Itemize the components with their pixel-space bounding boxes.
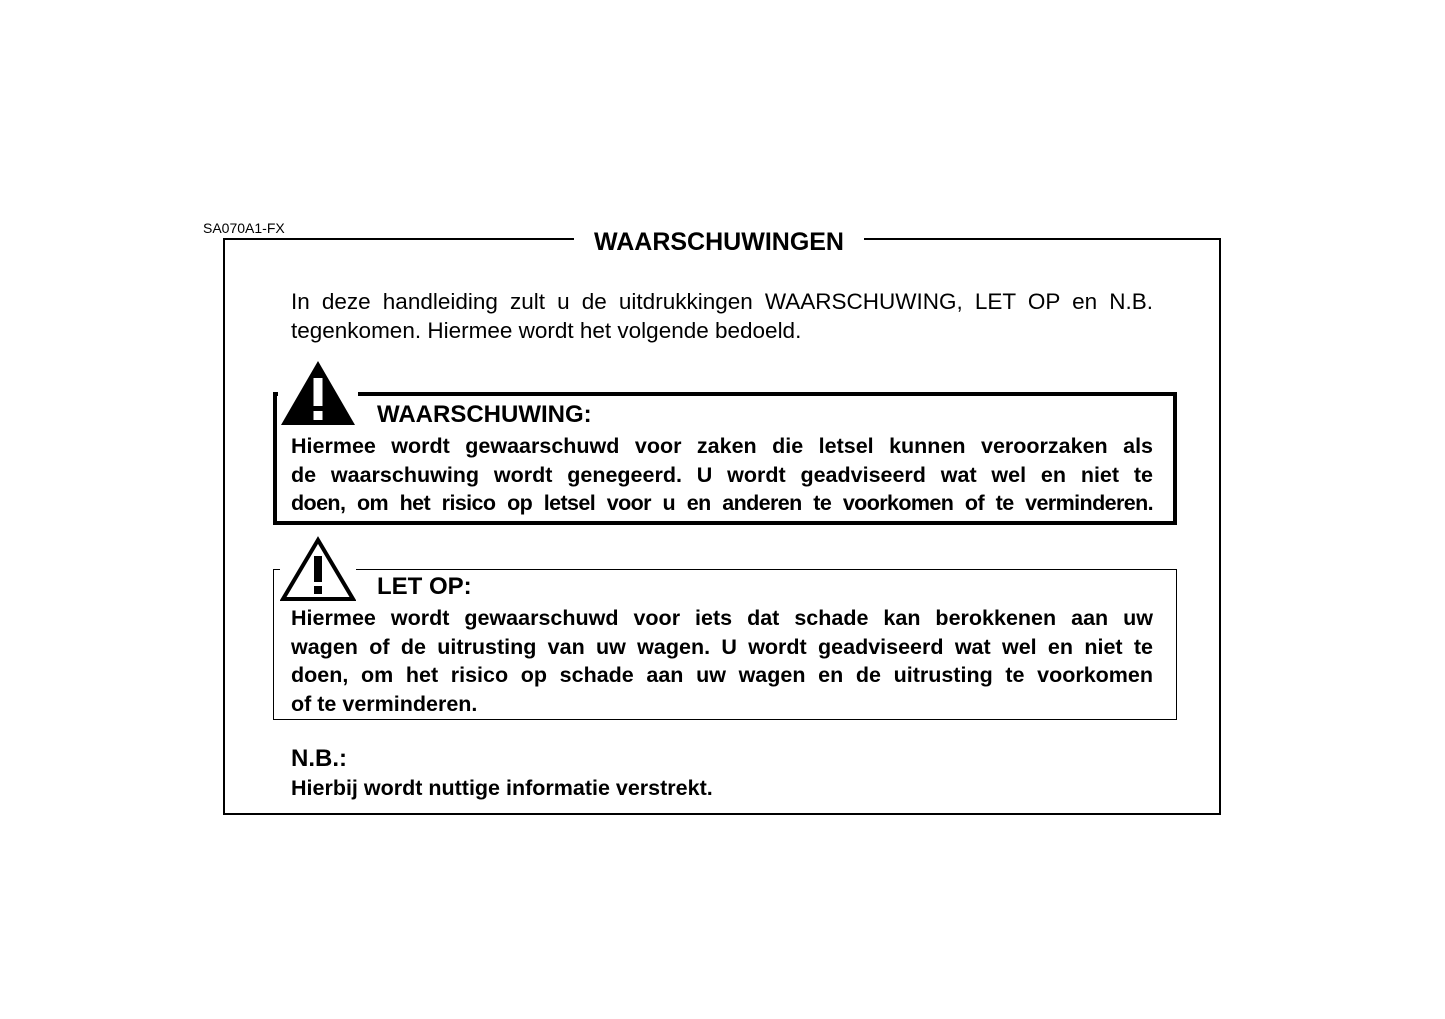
warning-line-1: Hiermee wordt gewaarschuwd voor zaken die letsel kunnen veroorzaken als xyxy=(291,434,1153,458)
document-code: SA070A1-FX xyxy=(203,220,285,236)
note-heading: N.B.: xyxy=(291,745,347,772)
intro-paragraph xyxy=(291,287,1153,345)
caution-line-1: Hiermee wordt gewaarschuwd voor iets dat schade kan berokkenen aan uw xyxy=(291,606,1153,630)
caution-line-4: of te verminderen. xyxy=(291,691,478,716)
warning-text xyxy=(291,432,1153,518)
note-text: Hierbij wordt nuttige informatie verstrekt. xyxy=(291,776,713,800)
section-title: WAARSCHUWINGEN xyxy=(574,226,864,258)
caution-text xyxy=(291,604,1153,718)
warning-triangle-filled-icon xyxy=(278,358,358,428)
caution-line-2: wagen of de uitrusting van uw wagen. U wordt geadviseerd wat wel en niet te xyxy=(291,634,1153,659)
caution-line-3: doen, om het risico op schade aan uw wagen en de uitrusting te voorkomen xyxy=(291,663,1153,687)
warning-triangle-outline-icon xyxy=(280,536,356,602)
warning-line-2: de waarschuwing wordt genegeerd. U wordt geadviseerd wat wel en niet te xyxy=(291,462,1153,487)
intro-line-1: In deze handleiding zult u de uitdrukkingen WAARSCHUWING, LET OP en N.B. xyxy=(291,289,1153,314)
warning-line-3: doen, om het risico op letsel voor u en anderen te voorkomen of te verminderen. xyxy=(291,491,1153,515)
caution-heading: LET OP: xyxy=(377,573,472,600)
warning-heading: WAARSCHUWING: xyxy=(377,401,592,428)
intro-line-2: tegenkomen. Hiermee wordt het volgende bedoeld. xyxy=(291,318,802,343)
